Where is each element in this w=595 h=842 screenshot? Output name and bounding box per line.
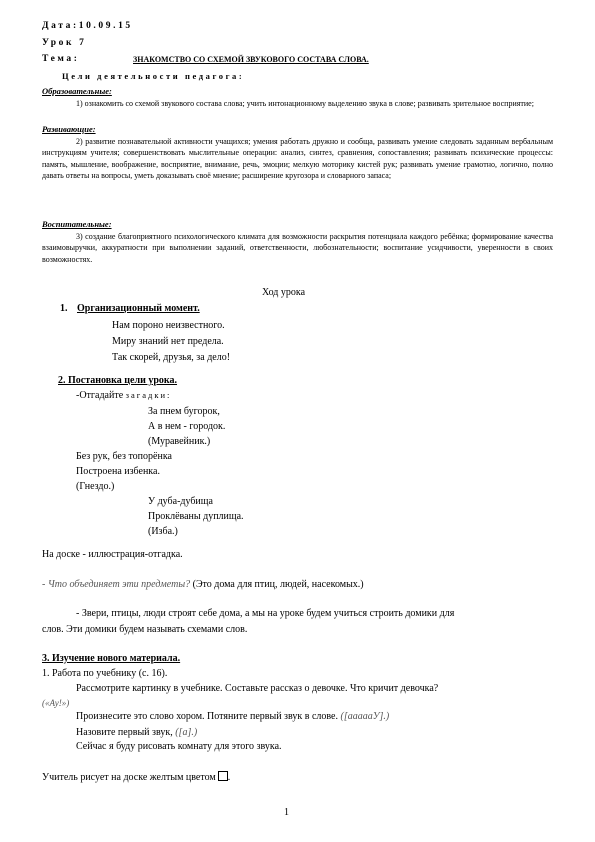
section3-line-4: Сейчас я буду рисовать комнату для этого звука. bbox=[76, 741, 282, 752]
section3-line-2-answer: ([аааааУ].) bbox=[340, 711, 390, 722]
section3-line-3-text: Назовите первый звук, bbox=[76, 727, 173, 738]
page-number: 1 bbox=[284, 807, 289, 818]
section3-line-3-answer: ([а].) bbox=[175, 727, 198, 738]
goals-upb-text: 3) создание благоприятного психологического климата для возможности раскрытия потенциала каждого ребёнка; формирование качества взаимовыручки, аккуратности при выполнении заданий, ответственности, любознательности; воспитание усидчивости, уверенности в своих возможностях. bbox=[42, 232, 553, 264]
question-text: - Что объединяет эти предметы? bbox=[42, 579, 191, 590]
riddle-intro-prefix: -Отгадайте bbox=[76, 390, 126, 401]
goals-dev-heading: Развивающие: bbox=[42, 124, 96, 134]
riddle3-answer: (Изба.) bbox=[148, 526, 178, 537]
riddle2-answer: (Гнездо.) bbox=[76, 481, 115, 492]
section2-title: 2. Постановка цели урока. bbox=[58, 375, 178, 386]
goals-heading: Цели деятельности педагога: bbox=[62, 71, 245, 81]
question-line bbox=[42, 580, 364, 590]
riddle-intro-word: загадки: bbox=[125, 390, 172, 400]
section1-title: Организационный момент. bbox=[77, 303, 200, 314]
question-answer: (Это дома для птиц, людей, насекомых.) bbox=[192, 579, 364, 590]
poem-line-1: Нам пороно неизвестного. bbox=[112, 320, 225, 331]
poem-line-2: Миру знаний нет предела. bbox=[112, 336, 224, 347]
lesson-topic: ЗНАКОМСТВО СО СХЕМОЙ ЗВУКОВОГО СОСТАВА СЛОВА. bbox=[133, 55, 369, 64]
lesson-date: Дата:10.09.15 bbox=[42, 21, 133, 31]
riddle1-line-2: А в нем - городок. bbox=[148, 421, 226, 432]
teacher-draws-line: Учитель рисует на доске желтым цветом . bbox=[42, 772, 231, 783]
riddle1-line-1: За пнем бугорок, bbox=[148, 406, 220, 417]
topic-label: Тема: bbox=[42, 54, 80, 64]
explanation-line-2: слов. Эти домики будем называть схемами слов. bbox=[42, 624, 248, 635]
riddle3-line-1: У дуба-дубища bbox=[148, 496, 213, 507]
section3-title: 3. Изучение нового материала. bbox=[42, 653, 181, 664]
goals-dev-text: 2) развитие познавательной активности учащихся; умения работать дружно и сообща, развивать умение следовать заданным вербальным инструкциям учителя; совершенствовать мыслительные операции: анализ, синтез, сравнения, сопоставления; развивать психические процессы: память, мышление, воображение, восприятие, внимание, речь, эмоции; мелкую моторику кистей рук; развивать умение грамотно, логично, полно давать ответы на вопросы, уметь доказывать своё мнение; расширение кругозора и словарного запаса; bbox=[42, 137, 553, 181]
goals-edu-text: 1) ознакомить со схемой звукового состава слова; учить интонационному выделению звука в слове; развивать зрительное восприятие; bbox=[76, 99, 534, 108]
lesson-progress-title: Ход урока bbox=[262, 287, 306, 298]
section3-line-1: Рассмотрите картинку в учебнике. Составьте рассказ о девочке. Что кричит девочка? bbox=[76, 683, 439, 694]
lesson-number: Урок 7 bbox=[42, 38, 87, 48]
board-illustration-note: На доске - иллюстрация-отгадка. bbox=[42, 549, 183, 560]
riddle3-line-2: Проклёваны дуплища. bbox=[148, 511, 244, 522]
riddle2-line-2: Построена избенка. bbox=[76, 466, 160, 477]
riddle-intro bbox=[76, 391, 171, 401]
section3-line-1-answer: («Ау!») bbox=[42, 698, 70, 708]
goals-edu-heading: Образовательные: bbox=[42, 86, 112, 96]
section3-line-2-text: Произнесите это слово хором. Потяните первый звук в слове. bbox=[76, 711, 338, 722]
teacher-draws-text: Учитель рисует на доске желтым цветом bbox=[42, 772, 216, 783]
riddle2-line-1: Без рук, без топорёнка bbox=[76, 451, 172, 462]
riddle1-answer: (Муравейник.) bbox=[148, 436, 211, 447]
explanation-line-1: - Звери, птицы, люди строят себе дома, а мы на уроке будем учиться строить домики для bbox=[76, 608, 455, 619]
poem-line-3: Так скорей, друзья, за дело! bbox=[112, 352, 231, 363]
goals-upb-heading: Воспитательные: bbox=[42, 219, 112, 229]
section3-line-3 bbox=[76, 728, 197, 738]
section3-subtitle: 1. Работа по учебнику (с. 16). bbox=[42, 668, 168, 679]
square-icon bbox=[218, 771, 228, 781]
section1-number: 1. bbox=[60, 303, 68, 314]
section3-line-2 bbox=[76, 712, 389, 722]
